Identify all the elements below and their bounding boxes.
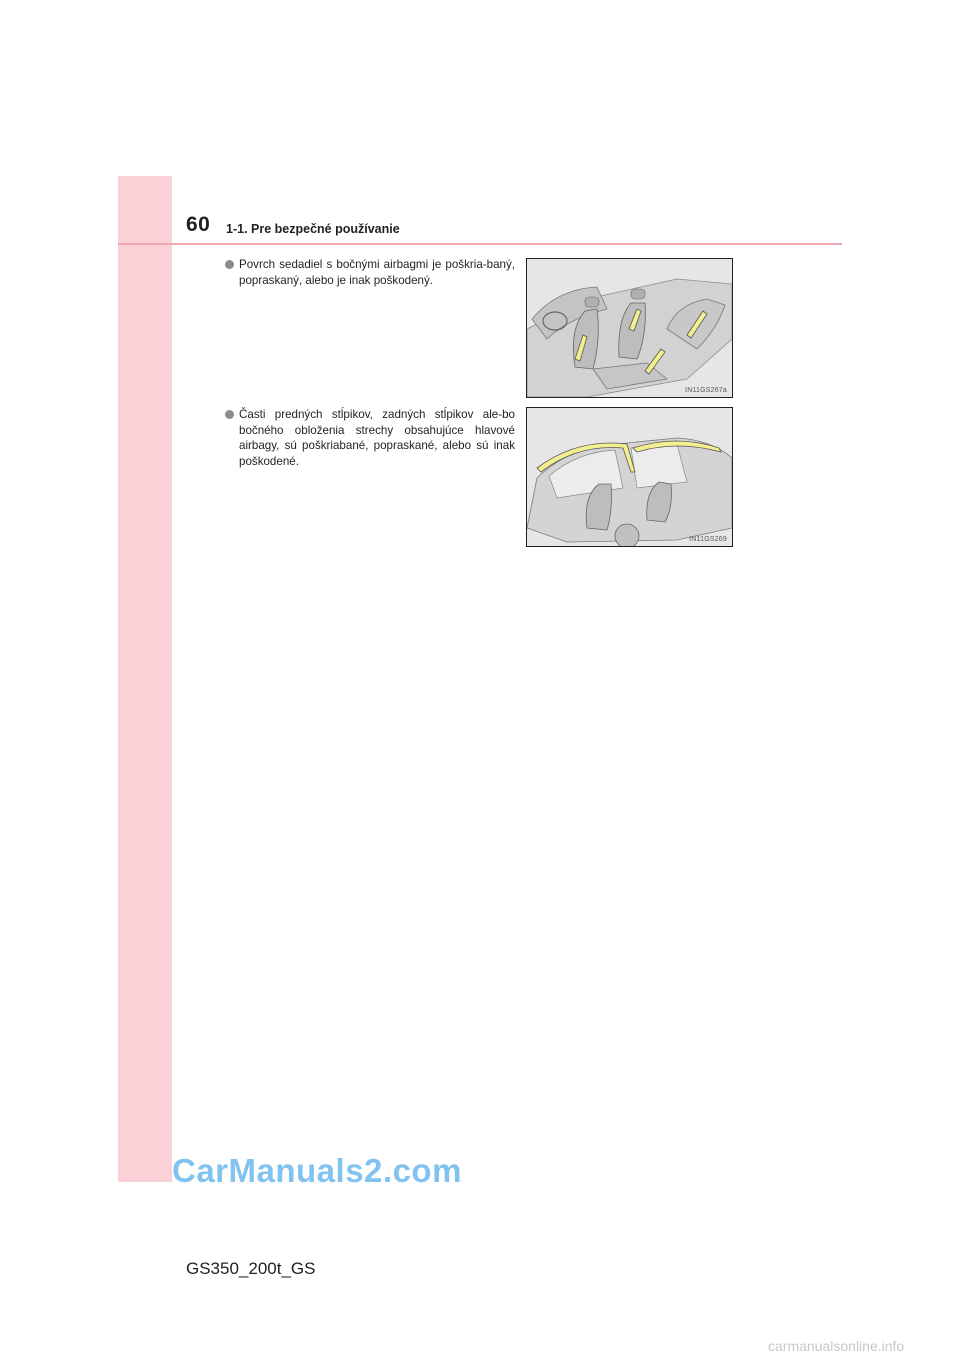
side-airbag-seats-illustration (527, 259, 732, 397)
bullet-icon (225, 410, 234, 419)
figure-side-airbag-seats (526, 258, 733, 398)
header-divider (118, 243, 842, 245)
bullet-text: Povrch sedadiel s bočnými airbagmi je poškria-baný, popraskaný, alebo je inak poškodený. (239, 258, 515, 287)
footer-model-code: GS350_200t_GS (186, 1259, 316, 1278)
watermark-logo: CarManuals2.com (172, 1152, 462, 1189)
section-title: 1-1. Pre bezpečné používanie (226, 222, 400, 236)
figure-code: IN11GS269 (689, 536, 727, 543)
watermark-url: carmanualsonline.info (768, 1338, 905, 1354)
bullet-item-pillar-damage (225, 407, 515, 469)
bullet-item-seat-damage (225, 257, 515, 288)
page-margin-band (118, 176, 172, 1182)
bullet-text: Časti predných stĺpikov, zadných stĺpikov ale-bo bočného obloženia strechy obsahujúce hlavové airbagy, sú poškriabané, popraskané, alebo sú inak poškodené. (239, 408, 515, 468)
figure-curtain-airbags (526, 407, 733, 547)
curtain-airbag-roof-illustration (527, 408, 732, 546)
page-number: 60 (186, 213, 211, 236)
figure-code: IN11GS267a (685, 387, 727, 394)
bullet-icon (225, 260, 234, 269)
